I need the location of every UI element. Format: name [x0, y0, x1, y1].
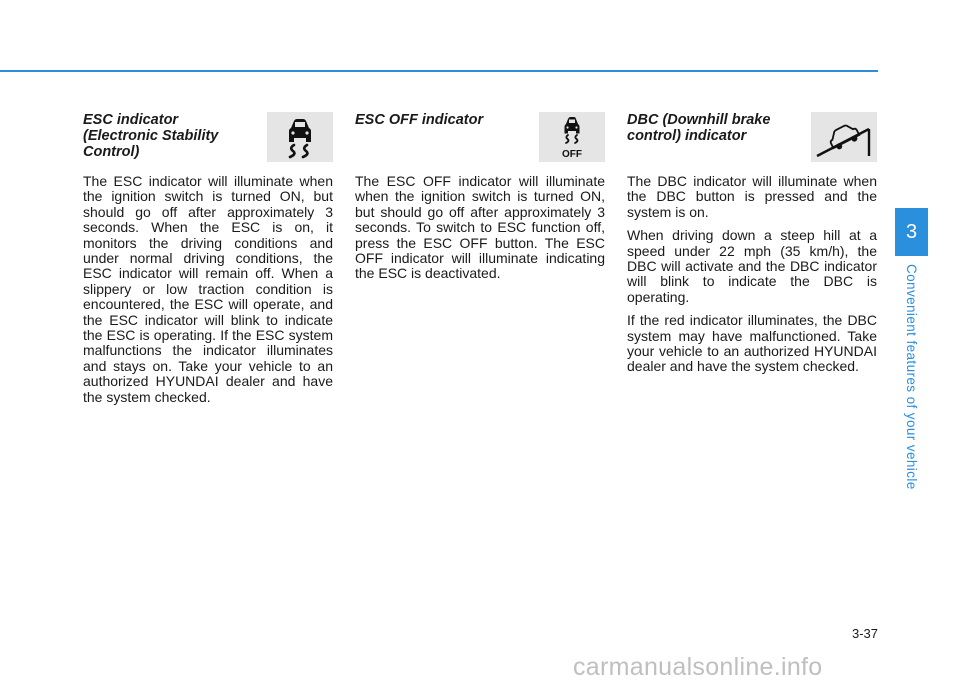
section-dbc-indicator	[627, 112, 877, 383]
icon-off-label: OFF	[562, 149, 582, 160]
page-number: 3-37	[851, 626, 878, 641]
section-header	[83, 112, 333, 174]
esc-skid-car-icon	[267, 112, 333, 162]
body-paragraph: The DBC indicator will illuminate when the DBC button is pressed and the system is on.	[627, 173, 877, 220]
downhill-car-icon	[811, 112, 877, 162]
section-heading: ESC indicator (Electronic Stability Control)	[83, 112, 219, 160]
chapter-title: Convenient features of your vehicle	[904, 264, 919, 490]
section-header	[355, 112, 605, 174]
header-rule	[0, 70, 878, 72]
body-paragraph: The ESC OFF indicator will illuminate when the ignition switch is turned ON, but should go off after approximately 3 seconds. To switch to ESC function off, press the ESC OFF button. The ESC OFF indicator will illuminate indicating the ESC is deactivated.	[355, 173, 605, 282]
section-heading: ESC OFF indicator	[355, 112, 484, 128]
body-paragraph: If the red indicator illuminates, the DBC system may have malfunctioned. Take your vehicle to an authorized HYUNDAI dealer and have the system checked.	[627, 312, 877, 375]
section-heading: DBC (Downhill brake control) indicator	[627, 112, 771, 144]
section-header	[627, 112, 877, 174]
section-esc-off-indicator	[355, 112, 605, 290]
body-paragraph: When driving down a steep hill at a speed under 22 mph (35 km/h), the DBC will activate and the DBC indicator will blink to indicate the DBC is operating.	[627, 227, 877, 305]
chapter-number: 3	[895, 208, 928, 256]
watermark: carmanualsonline.info	[573, 653, 823, 681]
chapter-tab	[895, 208, 928, 508]
body-paragraph: The ESC indicator will illuminate when the ignition switch is turned ON, but should go off after approximately 3 seconds. When the ESC is on, it monitors the driving conditions and under normal driving conditions, the ESC indicator will remain off. When a slippery or low traction condition is encountered, the ESC will operate, and the ESC indicator will blink to indicate the ESC is operating. If the ESC system malfunctions the indicator illuminates and stays on. Take your vehicle to an authorized HYUNDAI dealer and have the system checked.	[83, 173, 333, 405]
esc-off-icon	[539, 112, 605, 162]
section-esc-indicator	[83, 112, 333, 413]
